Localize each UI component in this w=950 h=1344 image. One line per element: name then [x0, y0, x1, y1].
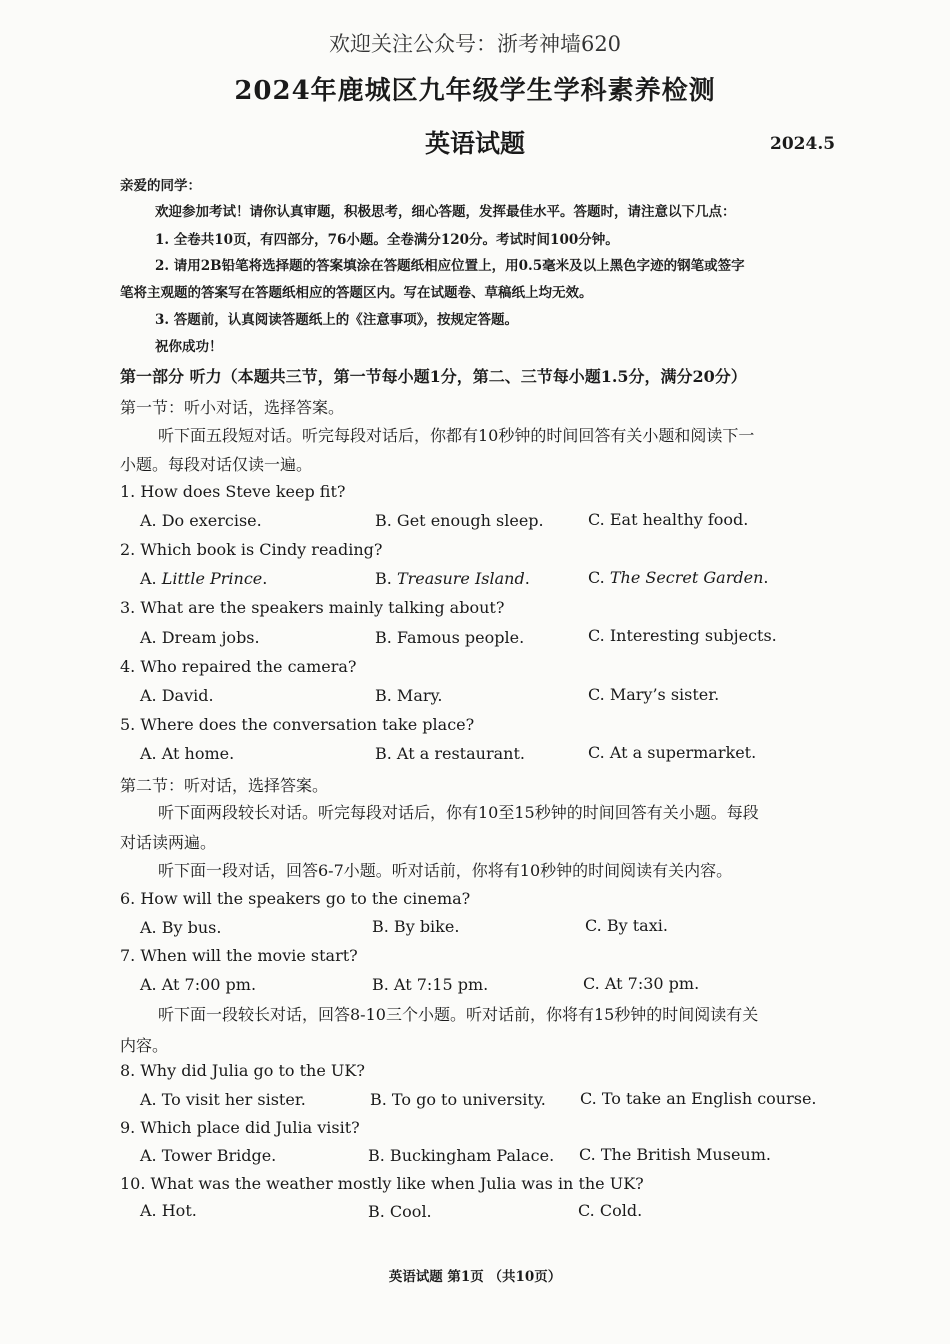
page-footer: 英语试题 第1页 （共10页）: [388, 1269, 562, 1285]
notice-greeting: 亲爱的同学：: [120, 178, 201, 194]
q2-option-c-title: The Secret Garden: [609, 568, 764, 587]
exam-date: 2024.5: [770, 134, 836, 154]
q3-option-a: A. Dream jobs.: [140, 628, 260, 647]
q5-option-b: B. At a restaurant.: [375, 744, 525, 763]
q2-option-a-title: Little Prince: [161, 569, 263, 588]
question-10: 10. What was the weather mostly like when Julia was in the UK?: [120, 1174, 644, 1193]
section1-instructions-cont: 小题。每段对话仅读一遍。: [120, 455, 313, 474]
question-5: 5. Where does the conversation take place?: [120, 715, 475, 734]
q6-option-a: A. By bus.: [140, 918, 222, 937]
q7-option-b: B. At 7:15 pm.: [372, 975, 489, 994]
question-6: 6. How will the speakers go to the cinema?: [120, 889, 471, 908]
notice-item-3: 3. 答题前，认真阅读答题纸上的《注意事项》，按规定答题。: [155, 312, 519, 328]
question-8: 8. Why did Julia go to the UK?: [120, 1061, 365, 1080]
section1-instructions: 听下面五段短对话。听完每段对话后，你都有10秒钟的时间回答有关小题和阅读下一: [158, 426, 755, 445]
question-1: 1. How does Steve keep fit?: [120, 482, 346, 501]
question-4: 4. Who repaired the camera?: [120, 657, 357, 676]
q10-option-b: B. Cool.: [368, 1202, 432, 1221]
q9-option-a: A. Tower Bridge.: [140, 1146, 277, 1165]
q10-option-c: C. Cold.: [578, 1201, 643, 1220]
q4-option-b: B. Mary.: [375, 686, 443, 705]
question-9: 9. Which place did Julia visit?: [120, 1118, 360, 1137]
dialog2-instructions: 听下面一段较长对话，回答8-10三个小题。听对话前，你将有15秒钟的时间阅读有关: [158, 1005, 759, 1024]
notice-item-2-cont: 笔将主观题的答案写在答题纸相应的答题区内。写在试题卷、草稿纸上均无效。: [120, 285, 593, 301]
q6-option-c: C. By taxi.: [585, 916, 668, 935]
page-title: 2024年鹿城区九年级学生学科素养检测: [234, 76, 716, 106]
section2-instructions-cont: 对话读两遍。: [120, 833, 217, 852]
section1-title: 第一节：听小对话，选择答案。: [120, 398, 345, 417]
q7-option-c: C. At 7:30 pm.: [583, 974, 700, 993]
q9-option-b: B. Buckingham Palace.: [368, 1146, 555, 1165]
q10-option-a: A. Hot.: [140, 1201, 197, 1220]
dialog2-instructions-cont: 内容。: [120, 1036, 169, 1055]
notice-closing: 祝你成功！: [155, 339, 223, 355]
notice-item-2: 2. 请用2B铅笔将选择题的答案填涂在答题纸相应位置上，用0.5毫米及以上黑色字迹的钢笔或签字: [155, 258, 745, 274]
q2-option-a: A. Little Prince.: [140, 569, 268, 588]
q1-option-c: C. Eat healthy food.: [588, 510, 749, 529]
q6-option-b: B. By bike.: [372, 917, 460, 936]
q2-option-c: C. The Secret Garden.: [588, 568, 769, 587]
notice-intro: 欢迎参加考试！请你认真审题，积极思考，细心答题，发挥最佳水平。答题时，请注意以下几点：: [155, 204, 736, 220]
top-banner: 欢迎关注公众号：浙考神墙620: [328, 32, 622, 56]
q3-option-b: B. Famous people.: [375, 628, 525, 647]
q4-option-c: C. Mary’s sister.: [588, 685, 720, 704]
subject-title: 英语试题: [424, 129, 525, 158]
section2-title: 第二节：听对话，选择答案。: [120, 776, 329, 795]
q5-option-c: C. At a supermarket.: [588, 743, 757, 762]
q2-option-b-title: Treasure Island: [396, 569, 525, 588]
q8-option-a: A. To visit her sister.: [140, 1090, 306, 1109]
q1-option-a: A. Do exercise.: [140, 511, 262, 530]
q3-option-c: C. Interesting subjects.: [588, 626, 777, 645]
q1-option-b: B. Get enough sleep.: [375, 511, 544, 530]
q4-option-a: A. David.: [140, 686, 214, 705]
question-7: 7. When will the movie start?: [120, 946, 358, 965]
q8-option-c: C. To take an English course.: [580, 1089, 817, 1108]
section2-instructions: 听下面两段较长对话。听完每段对话后，你有10至15秒钟的时间回答有关小题。每段: [158, 803, 759, 822]
question-3: 3. What are the speakers mainly talking about?: [120, 598, 505, 617]
q8-option-b: B. To go to university.: [370, 1090, 546, 1109]
q2-option-b: B. Treasure Island.: [375, 569, 530, 588]
notice-item-1: 1. 全卷共10页，有四部分，76小题。全卷满分120分。考试时间100分钟。: [155, 232, 619, 248]
dialog1-instructions: 听下面一段对话，回答6-7小题。听对话前，你将有10秒钟的时间阅读有关内容。: [158, 861, 733, 880]
part1-title: 第一部分 听力（本题共三节，第一节每小题1分，第二、三节每小题1.5分，满分20分）: [120, 367, 747, 386]
q5-option-a: A. At home.: [140, 744, 235, 763]
question-2: 2. Which book is Cindy reading?: [120, 540, 383, 559]
q7-option-a: A. At 7:00 pm.: [140, 975, 257, 994]
q9-option-c: C. The British Museum.: [579, 1145, 771, 1164]
